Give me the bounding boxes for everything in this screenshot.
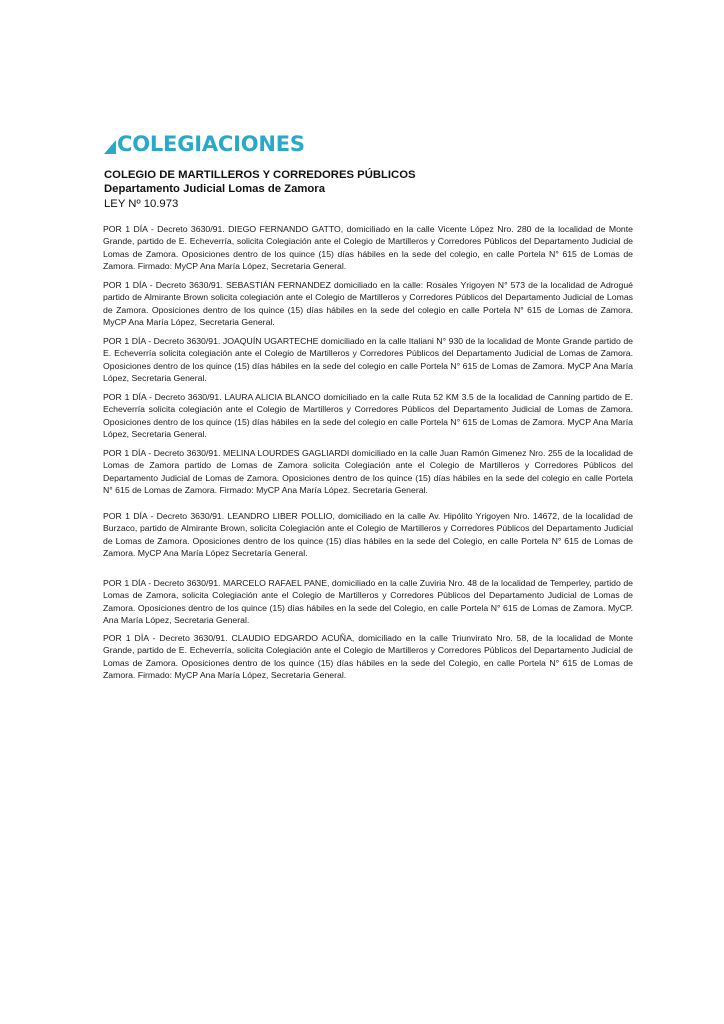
heading-block [104, 168, 644, 211]
section-header [104, 131, 305, 157]
section-title: COLEGIACIONES [117, 132, 305, 156]
notice-paragraph: POR 1 DÍA - Decreto 3630/91. DIEGO FERNANDO GATTO, domiciliado en la calle Vicente López Nro. 280 de la localidad de Monte Grande, partido de E. Echeverría, solicita Colegiación ante el Colegio de Martilleros y Corredores Públicos del Departamento Judicial de Lomas de Zamora. Oposiciones dentro de los quince (15) días hábiles en la sede del colegio, en calle Portela N° 615 de Lomas de Zamora. Firmado: MyCP Ana María López, Secretaria General. [103, 224, 633, 272]
notice-paragraph: POR 1 DÍA - Decreto 3630/91. SEBASTIÁN FERNANDEZ domiciliado en la calle: Rosales Yrigoyen N° 573 de la localidad de Adrogué partido de Almirante Brown solicita colegiación ante el Colegio de Martilleros y Corredores Públicos del Departamento Judicial de Lomas de Zamora. Oposiciones dentro de los quince (15) días hábiles en la sede del colegio en calle Portela N° 615 de Lomas de Zamora. MyCP Ana María López, Secretaria General. [103, 280, 633, 328]
notice-paragraph: POR 1 DÍA - Decreto 3630/91. MARCELO RAFAEL PANE, domiciliado en la calle Zuviria Nro. 48 de la localidad de Temperley, partido de Lomas de Zamora, solicita Colegiación ante el Colegio de Martilleros y Corredores Públicos del Departamento Judicial de Lomas de Zamora. Oposiciones dentro de los quince (15) días hábiles en la sede del Colegio, en calle Portela N° 615 de Lomas de Zamora. MyCP. Ana María López, Secretaria General. [103, 578, 633, 626]
notice-paragraph: POR 1 DÍA - Decreto 3630/91. JOAQUÍN UGARTECHE domiciliado en la calle Italiani N° 930 de la localidad de Monte Grande partido de E. Echeverría solicita colegiación ante el Colegio de Martilleros y Corredores Públicos del Departamento Judicial de Lomas de Zamora. Oposiciones dentro de los quince (15) días hábiles en la sede del colegio en calle Portela N° 615 de Lomas de Zamora. MyCP Ana María López, Secretaria General. [103, 336, 633, 384]
section-marker-icon [104, 140, 116, 154]
notice-paragraph: POR 1 DÍA - Decreto 3630/91. MELINA LOURDES GAGLIARDI domiciliado en la calle Juan Ramón Gimenez Nro. 255 de la localidad de Lomas de Zamora partido de Lomas de Zamora solicita Colegiación ante el Colegio de Martilleros y Corredores Públicos del Departamento Judicial de Lomas de Zamora. Oposiciones dentro de los quince (15) días hábiles en la sede del colegio en calle Portela N° 615 de Lomas de Zamora. Firmado: MyCP Ana María López. Secretaria General. [103, 448, 633, 496]
notice-paragraph: POR 1 DÍA - Decreto 3630/91. LEANDRO LIBER POLLIO, domiciliado en la calle Av. Hipólito Yrigoyen Nro. 14672, de la localidad de Burzaco, partido de Almirante Brown, solicita Colegiación ante el Colegio de Martilleros y Corredores Públicos del Departamento Judicial de Lomas de Zamora. Oposiciones dentro de los quince (15) días hábiles en la sede del Colegio, en calle Portela N° 615 de Lomas de Zamora. MyCP Ana María López Secretaría General. [103, 511, 633, 559]
org-name: COLEGIO DE MARTILLEROS Y CORREDORES PÚBLICOS [104, 169, 416, 181]
notice-paragraph: POR 1 DÍA - Decreto 3630/91. CLAUDIO EDGARDO ACUÑA, domiciliado en la calle Triunvirato Nro. 58, de la localidad de Monte Grande, partido de E. Echeverría, solicita Colegiación ante el Colegio de Martilleros y Corredores Públicos del Departamento Judicial de Lomas de Zamora. Oposiciones dentro de los quince (15) días hábiles en la sede del Colegio, en calle Portela N° 615 de Lomas de Zamora. Firmado: MyCP Ana María López, Secretaria General. [103, 633, 633, 681]
notice-paragraph: POR 1 DÍA - Decreto 3630/91. LAURA ALICIA BLANCO domiciliado en la calle Ruta 52 KM 3.5 de la localidad de Canning partido de E. Echeverría solicita colegiación ante el Colegio de Martilleros y Corredores Públicos del Departamento Judicial de Lomas de Zamora. Oposiciones dentro de los quince (15) días hábiles en la sede del colegio en calle Portela N° 615 de Lomas de Zamora. MyCP Ana María López, Secretaria General. [103, 392, 633, 440]
department-name: Departamento Judicial Lomas de Zamora [104, 183, 325, 195]
law-number: LEY Nº 10.973 [104, 198, 179, 210]
